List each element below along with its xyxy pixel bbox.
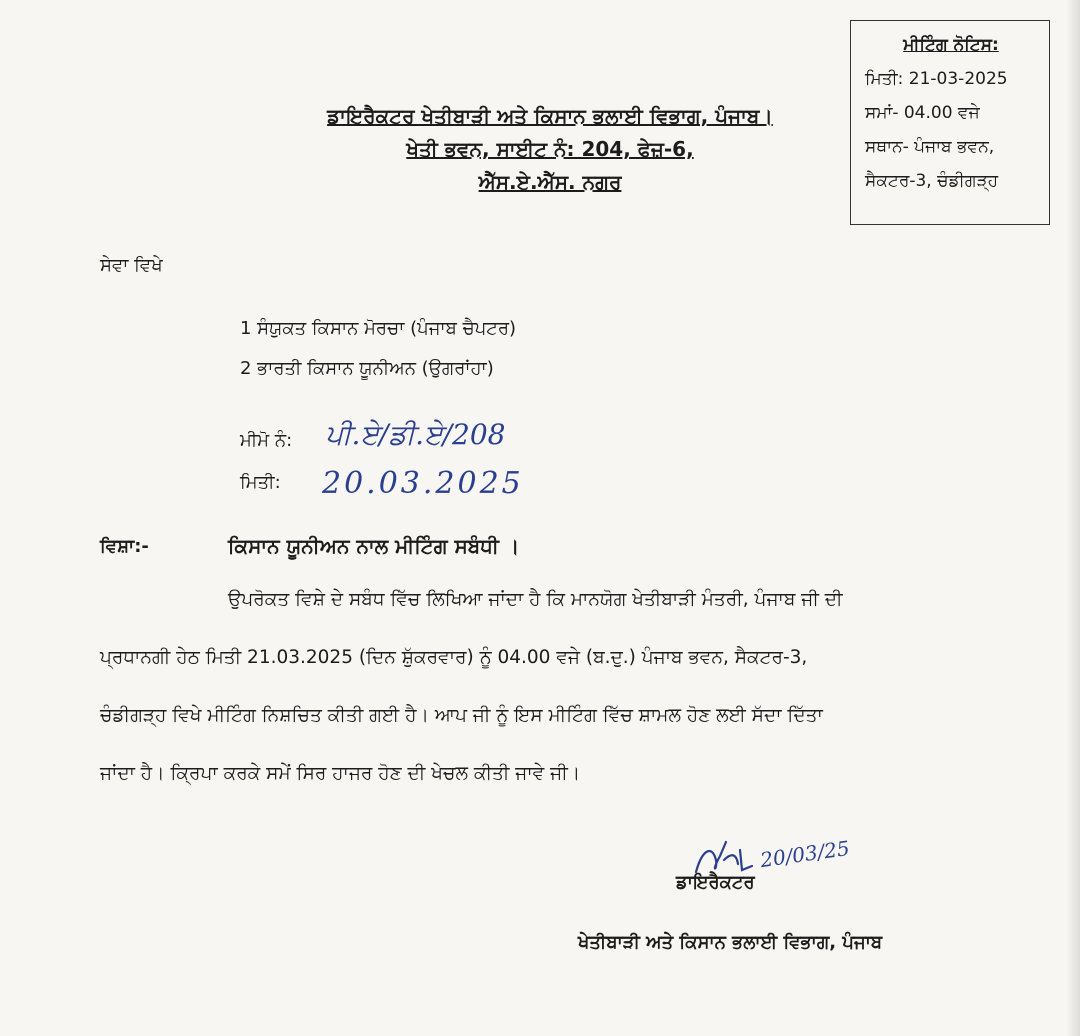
notice-title: ਮੀਟਿੰਗ ਨੋਟਿਸ: <box>903 35 999 55</box>
letterhead-line1: ਡਾਇਰੈਕਟਰ ਖੇਤੀਬਾੜੀ ਅਤੇ ਕਿਸਾਨ ਭਲਾਈ ਵਿਭਾਗ, ਪੰਜਾਬ। <box>327 104 773 128</box>
letterhead-line2: ਖੇਤੀ ਭਵਨ, ਸਾਈਟ ਨੰ: 204, ਫੇਜ਼-6, <box>406 137 694 161</box>
page-edge-shadow <box>1066 0 1080 1036</box>
signature-department: ਖੇਤੀਬਾੜੀ ਅਤੇ ਕਿਸਾਨ ਭਲਾਈ ਵਿਭਾਗ, ਪੰਜਾਬ <box>578 932 883 953</box>
memo-date-label: ਮਿਤੀ: <box>240 472 281 493</box>
memo-number: ਪੀ.ਏ/ਡੀ.ਏ/208 <box>325 418 506 451</box>
signature-designation: ਡਾਇਰੈਕਟਰ <box>676 872 755 893</box>
body-line-1: ਉਪਰੋਕਤ ਵਿਸ਼ੇ ਦੇ ਸਬੰਧ ਵਿੱਚ ਲਿਖਿਆ ਜਾਂਦਾ ਹੈ ਕਿ ਮਾਨਯੋਗ ਖੇਤੀਬਾੜੀ ਮੰਤਰੀ, ਪੰਜਾਬ ਜੀ ਦੀ <box>228 589 843 610</box>
subject-label: ਵਿਸ਼ਾ:- <box>100 536 149 557</box>
notice-place-line2: ਸੈਕਟਰ-3, ਚੰਡੀਗੜ੍ਹ <box>865 171 999 191</box>
salutation: ਸੇਵਾ ਵਿਖੇ <box>100 255 163 276</box>
signature-date: 20/03/25 <box>758 835 852 873</box>
memo-date: 20.03.2025 <box>322 466 524 501</box>
notice-date: ਮਿਤੀ: 21-03-2025 <box>865 69 1008 89</box>
body-line-4: ਜਾਂਦਾ ਹੈ। ਕ੍ਰਿਪਾ ਕਰਕੇ ਸਮੇਂ ਸਿਰ ਹਾਜਰ ਹੋਣ ਦੀ ਖੇਚਲ ਕੀਤੀ ਜਾਵੇ ਜੀ। <box>100 763 581 784</box>
letterhead-line3: ਐੱਸ.ਏ.ਐੱਸ. ਨਗਰ <box>478 170 622 194</box>
body-paragraph <box>100 585 980 817</box>
subject-text: ਕਿਸਾਨ ਯੂਨੀਅਨ ਨਾਲ ਮੀਟਿੰਗ ਸਬੰਧੀ । <box>228 534 520 558</box>
recipient-1: 1 ਸੰਯੁਕਤ ਕਿਸਾਨ ਮੋਰਚਾ (ਪੰਜਾਬ ਚੈਪਟਰ) <box>240 318 517 339</box>
notice-place-line1: ਸਥਾਨ- ਪੰਜਾਬ ਭਵਨ, <box>865 137 995 157</box>
notice-time: ਸਮਾਂ- 04.00 ਵਜੇ <box>865 103 980 123</box>
meeting-notice-box <box>850 20 1050 225</box>
letterhead <box>260 100 840 199</box>
recipient-2: 2 ਭਾਰਤੀ ਕਿਸਾਨ ਯੂਨੀਅਨ (ਉਗਰਾਂਹਾ) <box>240 358 494 379</box>
memo-label: ਮੀਮੋ ਨੰ: <box>240 430 293 451</box>
body-line-3: ਚੰਡੀਗੜ੍ਹ ਵਿਖੇ ਮੀਟਿੰਗ ਨਿਸ਼ਚਿਤ ਕੀਤੀ ਗਈ ਹੈ। ਆਪ ਜੀ ਨੂੰ ਇਸ ਮੀਟਿੰਗ ਵਿੱਚ ਸ਼ਾਮਲ ਹੋਣ ਲਈ ਸੱਦਾ ਦਿੱਤਾ <box>100 705 823 726</box>
body-line-2: ਪ੍ਰਧਾਨਗੀ ਹੇਠ ਮਿਤੀ 21.03.2025 (ਦਿਨ ਸ਼ੁੱਕਰਵਾਰ) ਨੂੰ 04.00 ਵਜੇ (ਬ.ਦੁ.) ਪੰਜਾਬ ਭਵਨ, ਸੈਕਟਰ-3, <box>100 647 808 668</box>
